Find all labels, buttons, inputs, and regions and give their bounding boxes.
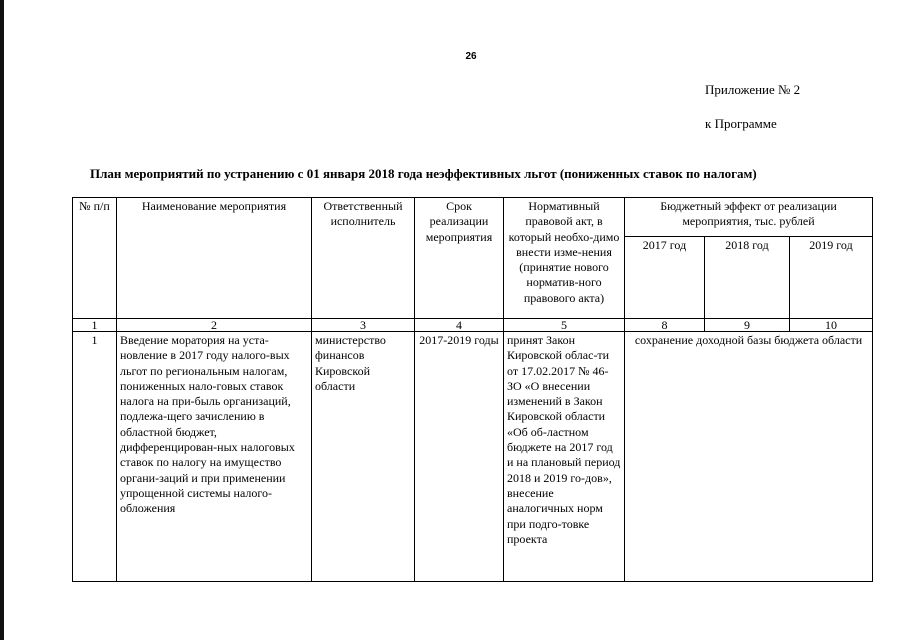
row-legal-act: принят Закон Кировской облас-ти от 17.02.2017 № 46-ЗО «О внесении изменений в Закон Кировской области «Об об-ластном бюджете на 2017 год и на плановый период 2018 и 2019 го-дов», внесение аналогичных норм при подго-товке проекта	[504, 332, 625, 582]
row-term: 2017-2019 годы	[415, 332, 504, 582]
col-number: 8	[625, 319, 705, 332]
col-number: 4	[415, 319, 504, 332]
col-number: 10	[790, 319, 873, 332]
row-budget-effect: сохранение доходной базы бюджета области	[625, 332, 873, 582]
header-act: Нормативный правовой акт, в который необхо-димо внести изме-нения (принятие нового норматив-ного правового акта)	[504, 198, 625, 319]
row-num: 1	[73, 332, 117, 582]
col-number: 3	[312, 319, 415, 332]
header-executor: Ответственный исполнитель	[312, 198, 415, 319]
header-2018: 2018 год	[705, 237, 790, 319]
header-num: № п/п	[73, 198, 117, 319]
row-measure-name: Введение моратория на уста-новление в 2017 году налого-вых льгот по региональным налогам, пониженных нало-говых ставок налога на при-быль организаций, подлежа-щего зачислению в областной бюджет, дифференцирован-ных налоговых ставок по налогу на имущество органи-заций и при применении упрощенной системы налого-обложения	[117, 332, 312, 582]
scan-edge	[0, 0, 4, 640]
program-label: к Программе	[705, 116, 777, 131]
appendix-label: Приложение № 2	[705, 82, 801, 97]
header-2017: 2017 год	[625, 237, 705, 319]
header-term: Срок реализации мероприятия	[415, 198, 504, 319]
page-number: 26	[465, 51, 477, 62]
col-number: 2	[117, 319, 312, 332]
col-number: 9	[705, 319, 790, 332]
col-number: 1	[73, 319, 117, 332]
header-2019: 2019 год	[790, 237, 873, 319]
header-effect: Бюджетный эффект от реализации мероприятия, тыс. рублей	[625, 198, 873, 237]
measures-table	[72, 197, 873, 582]
header-name: Наименование мероприятия	[117, 198, 312, 319]
row-executor: министерство финансов Кировской области	[312, 332, 415, 582]
col-number: 5	[504, 319, 625, 332]
document-title: План мероприятий по устранению с 01 января 2018 года неэффективных льгот (пониженных ставок по налогам)	[90, 166, 757, 181]
